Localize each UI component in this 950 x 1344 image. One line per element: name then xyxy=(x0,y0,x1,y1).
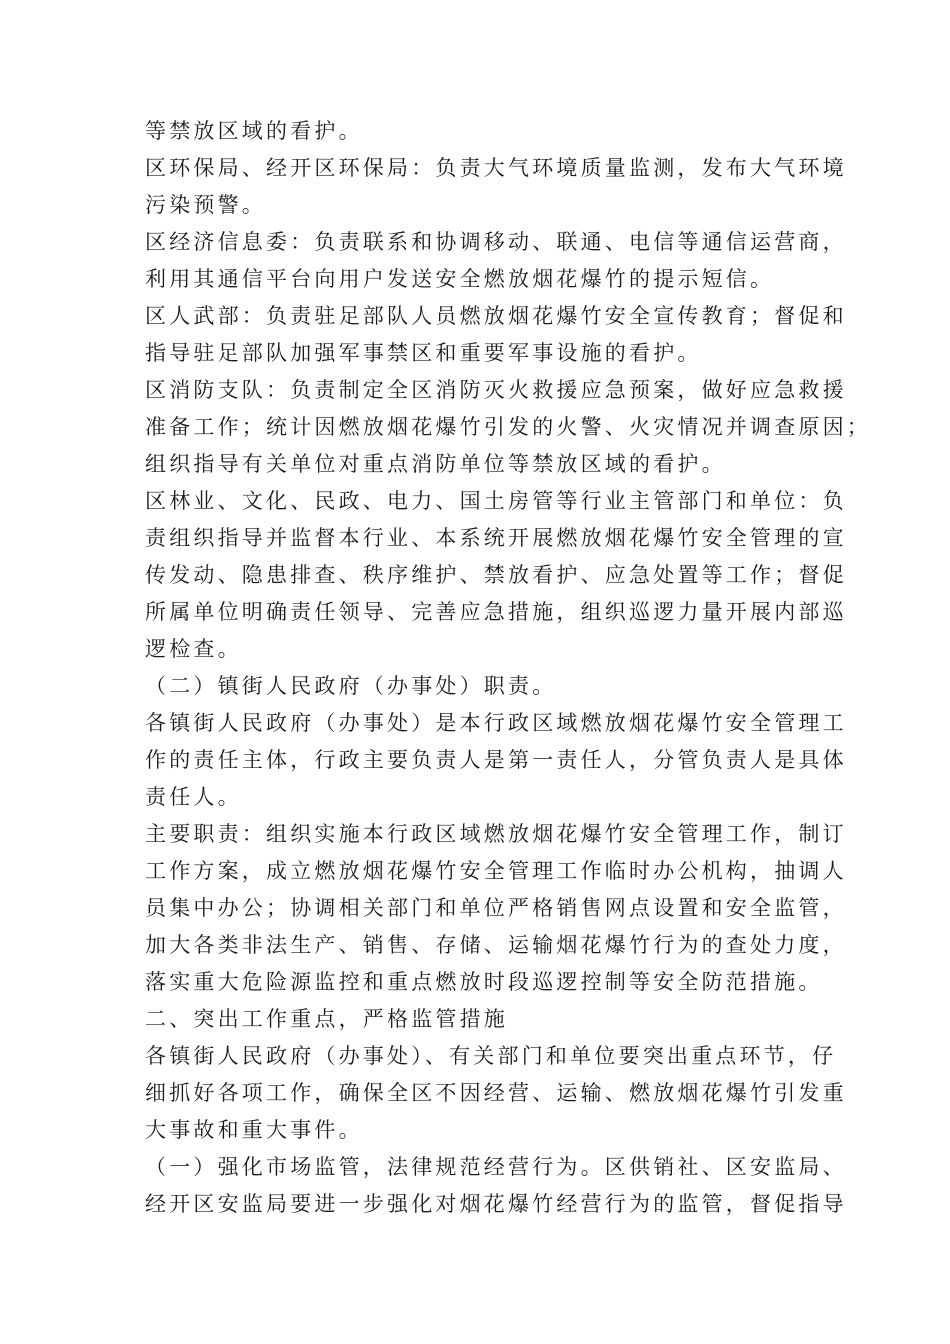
text-line: 落实重大危险源监控和重点燃放时段巡逻控制等安全防范措施。 xyxy=(145,970,823,994)
text-line: 责任人。 xyxy=(145,785,242,809)
section-heading: （二）镇街人民政府（办事处）职责。 xyxy=(145,674,557,698)
text-line: 主要职责：组织实施本行政区域燃放烟花爆竹安全管理工作，制订 xyxy=(145,822,847,846)
text-line: 区消防支队：负责制定全区消防灭火救援应急预案，做好应急救援 xyxy=(145,378,847,402)
text-line: 经开区安监局要进一步强化对烟花爆竹经营行为的监管，督促指导 xyxy=(145,1192,847,1216)
text-line: 所属单位明确责任领导、完善应急措施，组织巡逻力量开展内部巡 xyxy=(145,600,847,624)
text-line: 各镇街人民政府（办事处）、有关部门和单位要突出重点环节，仔 xyxy=(145,1044,837,1068)
text-line: 准备工作；统计因燃放烟花爆竹引发的火警、火灾情况并调查原因； xyxy=(145,415,871,439)
section-heading: 二、突出工作重点，严格监管措施 xyxy=(145,1007,508,1031)
text-line: 员集中办公；协调相关部门和单位严格销售网点设置和安全监管， xyxy=(145,896,847,920)
document-body xyxy=(145,113,871,1223)
text-line: 工作方案，成立燃放烟花爆竹安全管理工作临时办公机构，抽调人 xyxy=(145,859,847,883)
text-line: 区经济信息委：负责联系和协调移动、联通、电信等通信运营商， xyxy=(145,230,847,254)
text-line: 传发动、隐患排查、秩序维护、禁放看护、应急处置等工作；督促 xyxy=(145,563,847,587)
text-line: 组织指导有关单位对重点消防单位等禁放区域的看护。 xyxy=(145,452,726,476)
text-line: 作的责任主体，行政主要负责人是第一责任人，分管负责人是具体 xyxy=(145,748,847,772)
text-line: 大事故和重大事件。 xyxy=(145,1118,363,1142)
text-line: 区环保局、经开区环保局：负责大气环境质量监测，发布大气环境 xyxy=(145,156,847,180)
text-line: 指导驻足部队加强军事禁区和重要军事设施的看护。 xyxy=(145,341,702,365)
text-line: 区林业、文化、民政、电力、国土房管等行业主管部门和单位：负 xyxy=(145,489,847,513)
text-line: 加大各类非法生产、销售、存储、运输烟花爆竹行为的查处力度， xyxy=(145,933,847,957)
text-line: 逻检查。 xyxy=(145,637,242,661)
text-line: 责组织指导并监督本行业、本系统开展燃放烟花爆竹安全管理的宣 xyxy=(145,526,847,550)
text-line: 各镇街人民政府（办事处）是本行政区域燃放烟花爆竹安全管理工 xyxy=(145,711,847,735)
text-line: 利用其通信平台向用户发送安全燃放烟花爆竹的提示短信。 xyxy=(145,267,775,291)
text-line: （一）强化市场监管，法律规范经营行为。区供销社、区安监局、 xyxy=(145,1155,847,1179)
text-line: 区人武部：负责驻足部队人员燃放烟花爆竹安全宣传教育；督促和 xyxy=(145,304,847,328)
text-line: 等禁放区域的看护。 xyxy=(145,119,363,143)
text-line: 污染预警。 xyxy=(145,193,266,217)
text-line: 细抓好各项工作，确保全区不因经营、运输、燃放烟花爆竹引发重 xyxy=(145,1081,847,1105)
